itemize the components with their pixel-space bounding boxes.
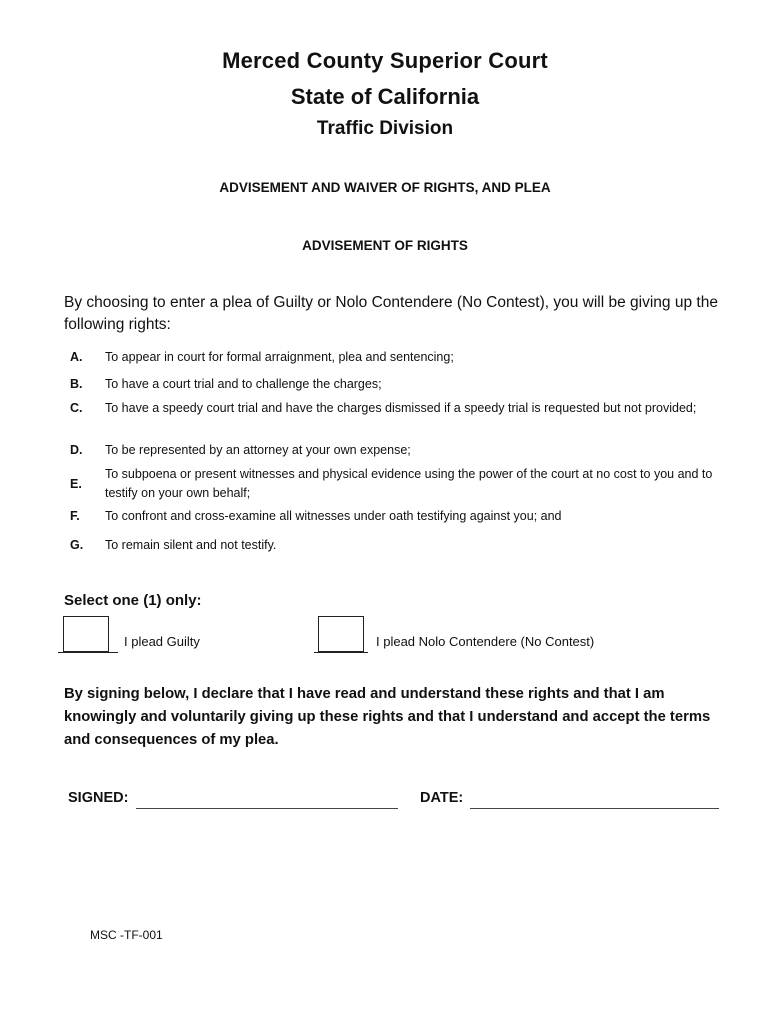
guilty-checkbox-underline xyxy=(58,652,118,653)
guilty-checkbox[interactable] xyxy=(63,616,109,652)
right-text: To have a court trial and to challenge the charges; xyxy=(105,377,382,391)
date-label: DATE: xyxy=(420,790,464,806)
signed-label: SIGNED: xyxy=(68,790,129,806)
right-letter: G. xyxy=(70,538,84,552)
right-letter: D. xyxy=(70,443,83,457)
date-line[interactable] xyxy=(470,808,719,809)
right-item-f xyxy=(64,507,724,526)
right-text: To appear in court for formal arraignment, plea and sentencing; xyxy=(105,350,454,364)
right-letter: E. xyxy=(70,476,82,491)
right-letter: A. xyxy=(70,350,83,364)
section-title: ADVISEMENT OF RIGHTS xyxy=(302,238,468,253)
nolo-contendere-checkbox[interactable] xyxy=(318,616,364,652)
nolo-contendere-label: I plead Nolo Contendere (No Contest) xyxy=(376,634,595,649)
guilty-label: I plead Guilty xyxy=(124,634,200,649)
right-text: To remain silent and not testify. xyxy=(105,538,277,552)
nolo-checkbox-underline xyxy=(314,652,368,653)
form-title: ADVISEMENT AND WAIVER OF RIGHTS, AND PLEA xyxy=(219,180,551,195)
right-text: To be represented by an attorney at your own expense; xyxy=(105,443,411,457)
right-text: To confront and cross-examine all witnesses under oath testifying against you; and xyxy=(105,509,562,523)
right-letter: F. xyxy=(70,509,80,523)
right-letter: B. xyxy=(70,377,83,391)
select-one-label: Select one (1) only: xyxy=(64,592,202,609)
right-item-a xyxy=(64,348,724,367)
declaration-paragraph: By signing below, I declare that I have read and understand these rights and that I am knowingly and voluntarily giving up these rights and that I understand and accept the terms and consequences of my plea. xyxy=(64,686,711,748)
state-title: State of California xyxy=(290,84,480,109)
right-item-d xyxy=(64,441,724,460)
division-title: Traffic Division xyxy=(316,118,454,139)
right-letter: C. xyxy=(70,401,83,415)
intro-paragraph: By choosing to enter a plea of Guilty or Nolo Contendere (No Contest), you will be giving up the following rights: xyxy=(64,294,718,333)
right-item-b xyxy=(64,375,724,394)
signature-line[interactable] xyxy=(136,808,398,809)
right-item-c xyxy=(64,399,724,418)
court-title: Merced County Superior Court xyxy=(222,48,548,73)
right-text: To have a speedy court trial and have the charges dismissed if a speedy trial is requested but not provided; xyxy=(105,401,697,415)
right-item-g xyxy=(64,536,724,555)
form-code: MSC -TF-001 xyxy=(90,928,163,942)
right-text: To subpoena or present witnesses and physical evidence using the power of the court at no cost to you and to testify on your own behalf; xyxy=(105,467,713,500)
right-item-e xyxy=(64,465,724,503)
